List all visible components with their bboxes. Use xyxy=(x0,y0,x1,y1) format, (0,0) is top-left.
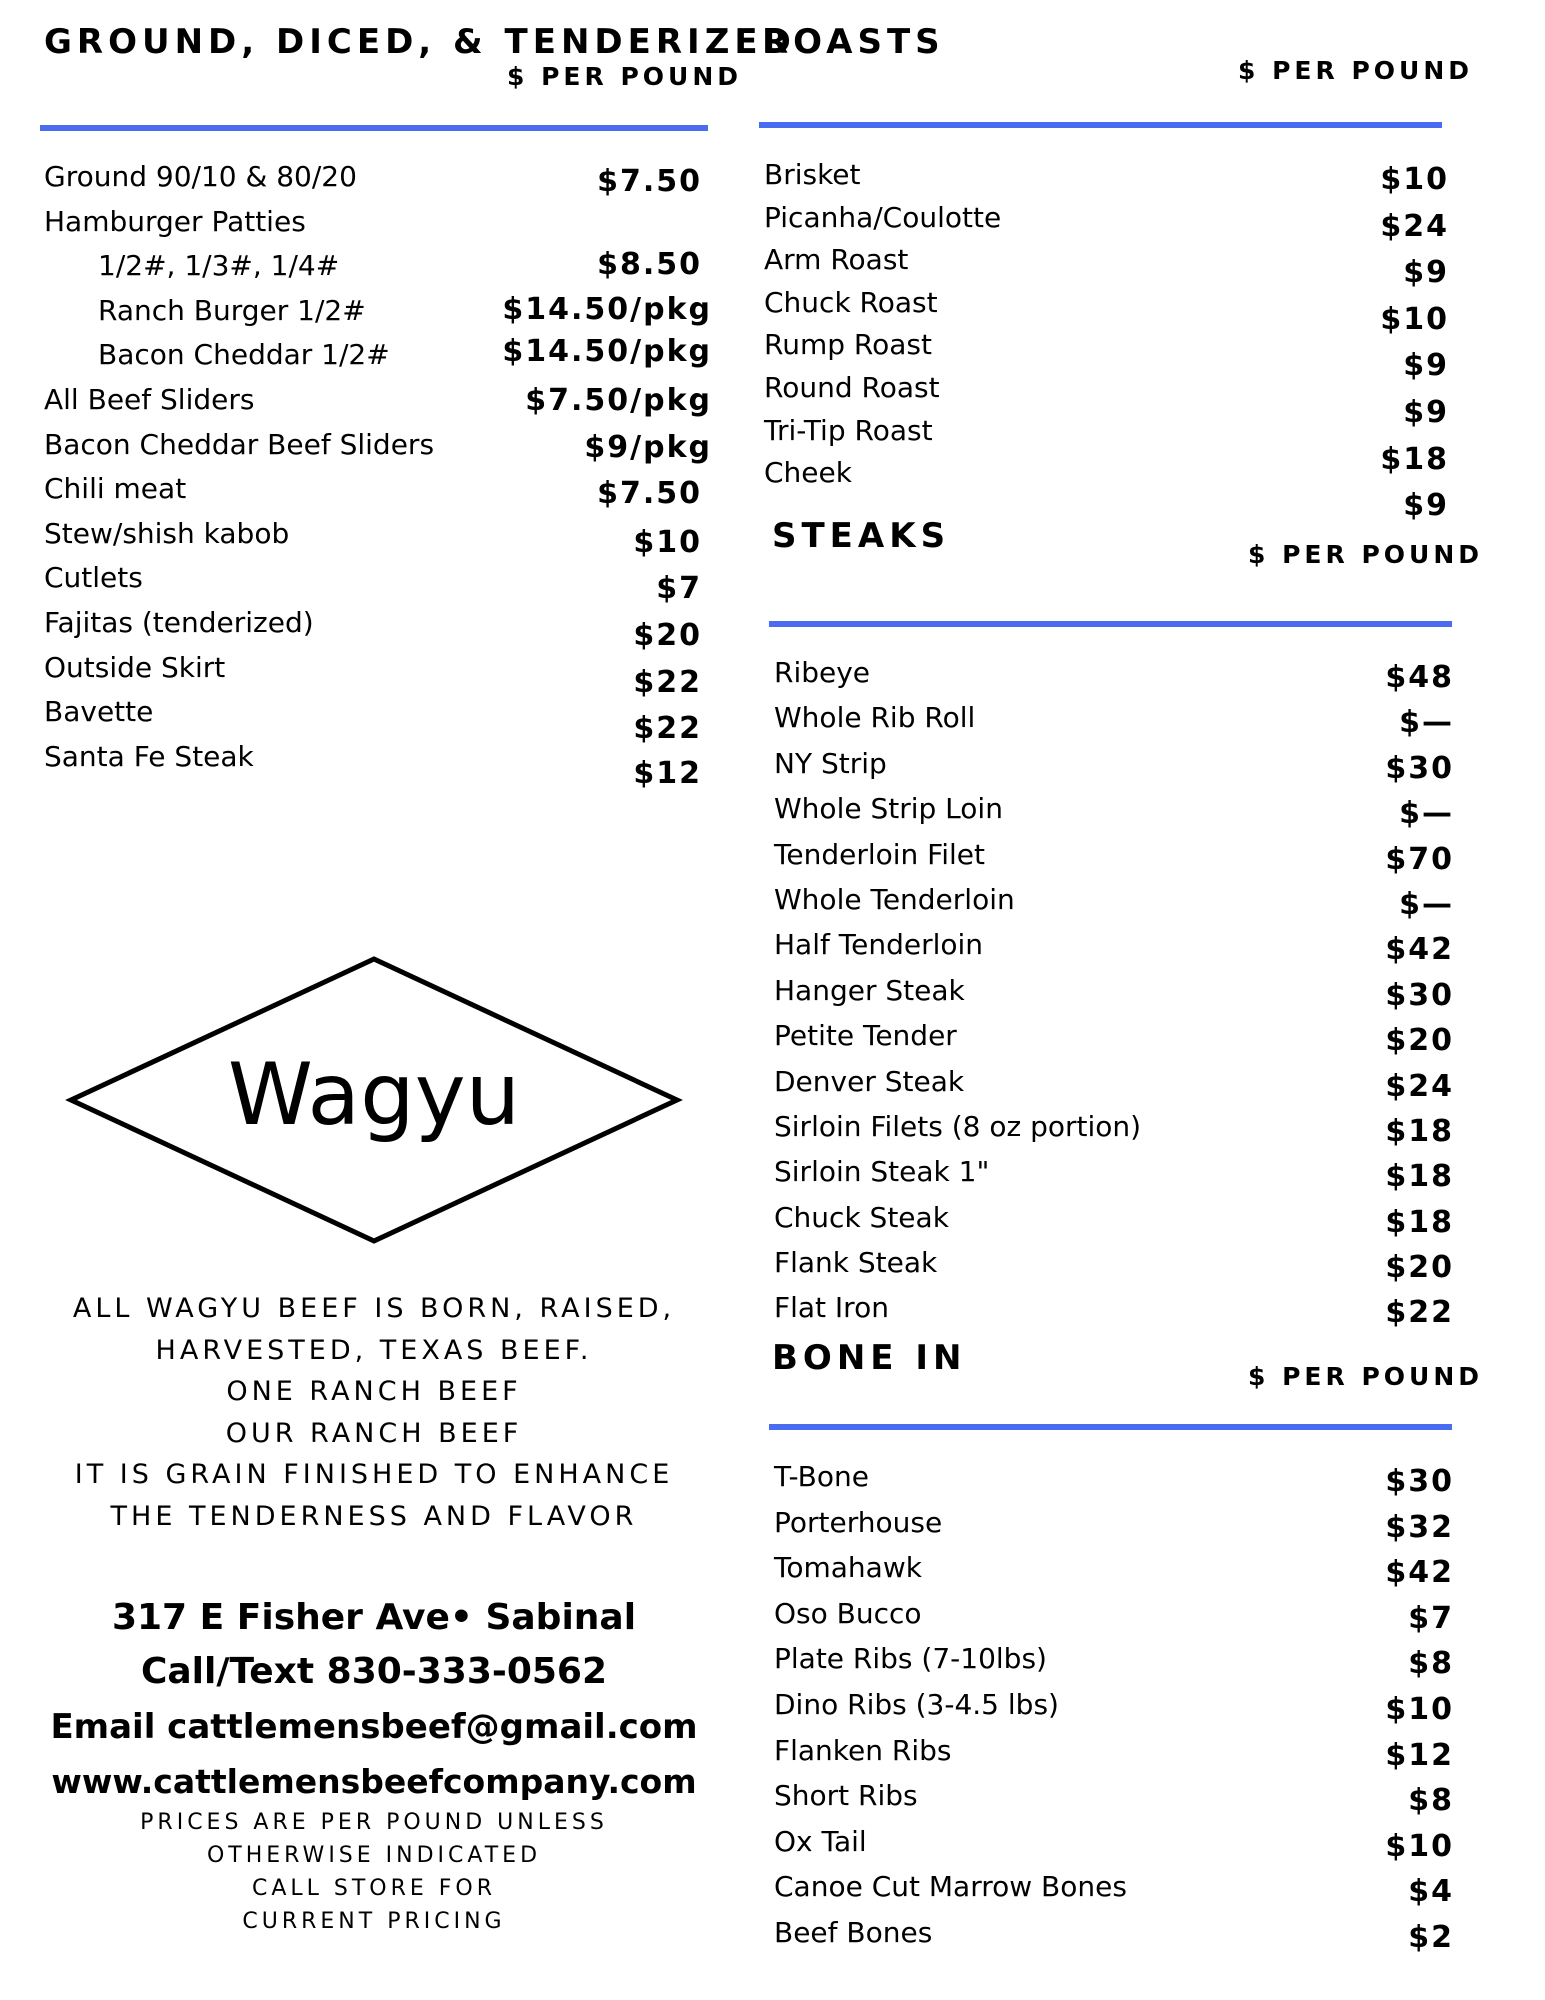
item-name: Stew/shish kabob xyxy=(44,516,290,550)
item-name: Flat Iron xyxy=(774,1291,889,1325)
list-item xyxy=(774,1870,1454,1916)
item-price: $7.50 xyxy=(597,476,702,512)
item-price: $22 xyxy=(633,664,702,700)
item-name: Bacon Cheddar 1/2# xyxy=(98,338,390,372)
item-name: Ribeye xyxy=(774,656,871,689)
item-name: Petite Tender xyxy=(774,1019,957,1053)
item-price: $4 xyxy=(1408,1874,1454,1910)
list-item xyxy=(774,1201,1454,1246)
item-name: T-Bone xyxy=(774,1460,869,1493)
disclaimer-line: CALL STORE FOR xyxy=(251,1876,497,1901)
ground-section-title: GROUND, DICED, & TENDERIZED xyxy=(44,22,796,62)
roasts-items-list xyxy=(764,158,1449,524)
list-item xyxy=(774,928,1454,973)
item-name: 1/2#, 1/3#, 1/4# xyxy=(98,249,340,283)
list-item xyxy=(774,1734,1454,1780)
list-item xyxy=(774,1916,1454,1962)
list-item xyxy=(44,561,712,606)
pricing-disclaimer xyxy=(40,1806,708,1938)
item-price: $10 xyxy=(1385,1828,1454,1864)
steaks-section-title: STEAKS xyxy=(772,516,951,556)
note-line: ALL WAGYU BEEF IS BORN, RAISED, xyxy=(72,1293,676,1324)
roasts-section-title: ROASTS xyxy=(762,22,945,62)
item-price: $9/pkg xyxy=(584,429,712,465)
item-name: Sirloin Filets (8 oz portion) xyxy=(774,1109,1142,1143)
item-price: $10 xyxy=(1380,301,1449,337)
item-name: Whole Rib Roll xyxy=(774,701,976,735)
steaks-items-list xyxy=(774,656,1454,1337)
item-name: Hamburger Patties xyxy=(44,204,306,238)
list-item xyxy=(774,1688,1454,1734)
item-price: $18 xyxy=(1385,1159,1454,1195)
item-price: $14.50/pkg xyxy=(502,334,712,370)
ground-per-pound-label: $ PER POUND xyxy=(507,62,743,91)
item-price: $9 xyxy=(1403,394,1449,430)
item-price: $7 xyxy=(1408,1600,1454,1636)
list-item xyxy=(44,606,712,651)
item-name: Ranch Burger 1/2# xyxy=(98,293,366,327)
item-price: $48 xyxy=(1385,660,1454,695)
item-price: $8 xyxy=(1408,1646,1454,1682)
item-name: Tri-Tip Roast xyxy=(764,413,933,447)
item-name: Round Roast xyxy=(764,370,940,404)
item-price: $10 xyxy=(1380,162,1449,197)
bone-in-section-title: BONE IN xyxy=(772,1338,967,1378)
list-item xyxy=(44,650,712,700)
item-name: Brisket xyxy=(764,158,861,191)
store-email[interactable]: Email cattlemensbeef@gmail.com xyxy=(50,1707,698,1747)
item-price: $14.50/pkg xyxy=(502,291,712,327)
list-item xyxy=(44,205,712,250)
item-price: $— xyxy=(1399,886,1454,922)
item-price: $— xyxy=(1399,796,1454,832)
list-item xyxy=(44,160,712,205)
item-price: $42 xyxy=(1385,1555,1454,1591)
item-name: Beef Bones xyxy=(774,1915,933,1949)
item-name: Flanken Ribs xyxy=(774,1733,952,1767)
list-item xyxy=(774,1460,1454,1506)
disclaimer-line: PRICES ARE PER POUND UNLESS xyxy=(140,1810,608,1835)
item-name: Canoe Cut Marrow Bones xyxy=(774,1870,1127,1904)
item-price: $12 xyxy=(1385,1737,1454,1773)
steaks-divider xyxy=(769,621,1452,627)
wagyu-logo-text: Wagyu xyxy=(227,1045,521,1145)
list-item xyxy=(44,739,712,791)
item-price: $18 xyxy=(1380,441,1449,477)
item-price: $8 xyxy=(1408,1783,1454,1819)
item-price: $42 xyxy=(1385,932,1454,968)
item-price: $18 xyxy=(1385,1113,1454,1149)
item-price: $— xyxy=(1399,705,1454,741)
item-price: $18 xyxy=(1385,1204,1454,1240)
store-website[interactable]: www.cattlemensbeefcompany.com xyxy=(51,1762,697,1801)
item-price: $32 xyxy=(1385,1509,1454,1545)
ground-divider xyxy=(40,125,708,131)
item-name: Plate Ribs (7-10lbs) xyxy=(774,1642,1047,1676)
wagyu-notes xyxy=(40,1288,708,1537)
list-item xyxy=(774,1291,1454,1336)
roasts-per-pound-label: $ PER POUND xyxy=(1238,56,1474,85)
list-item xyxy=(774,1110,1454,1155)
note-line: IT IS GRAIN FINISHED TO ENHANCE xyxy=(74,1459,674,1490)
item-name: Tomahawk xyxy=(774,1551,922,1585)
list-item xyxy=(774,1779,1454,1825)
item-price: $22 xyxy=(1385,1295,1454,1331)
item-price: $12 xyxy=(633,755,702,791)
steaks-per-pound-label: $ PER POUND xyxy=(1248,540,1484,569)
list-item xyxy=(774,1019,1454,1064)
list-item xyxy=(764,200,1449,248)
item-name: Porterhouse xyxy=(774,1505,943,1539)
item-name: Sirloin Steak 1" xyxy=(774,1155,990,1189)
item-price: $7.50/pkg xyxy=(525,382,712,418)
bone-in-items-list xyxy=(774,1460,1454,1962)
note-line: THE TENDERNESS AND FLAVOR xyxy=(110,1500,638,1532)
item-price: $10 xyxy=(633,524,702,560)
note-line: ONE RANCH BEEF xyxy=(226,1376,522,1407)
list-item xyxy=(44,383,712,428)
list-item xyxy=(774,883,1454,928)
item-name: Half Tenderloin xyxy=(774,928,984,962)
item-price: $8.50 xyxy=(597,247,702,283)
item-price: $24 xyxy=(1380,208,1449,244)
item-name: Bacon Cheddar Beef Sliders xyxy=(44,427,435,461)
item-name: Fajitas (tenderized) xyxy=(44,605,314,639)
bone-in-divider xyxy=(769,1424,1452,1430)
bone-in-per-pound-label: $ PER POUND xyxy=(1248,1362,1484,1391)
item-name: Picanha/Coulotte xyxy=(764,200,1002,234)
item-price: $30 xyxy=(1385,750,1454,786)
disclaimer-line: CURRENT PRICING xyxy=(242,1909,506,1934)
list-item xyxy=(774,1065,1454,1110)
item-price: $10 xyxy=(1385,1691,1454,1727)
item-price: $9 xyxy=(1403,255,1449,291)
list-item xyxy=(44,428,712,473)
note-line: OUR RANCH BEEF xyxy=(225,1417,523,1449)
item-name: Ground 90/10 & 80/20 xyxy=(44,160,357,193)
item-name: Ox Tail xyxy=(774,1824,867,1858)
item-name: Whole Strip Loin xyxy=(774,792,1003,826)
item-name: Short Ribs xyxy=(774,1779,918,1813)
item-name: Denver Steak xyxy=(774,1064,965,1098)
item-name: Outside Skirt xyxy=(44,650,226,684)
list-item xyxy=(774,1246,1454,1291)
item-price: $22 xyxy=(633,711,702,747)
item-price: $24 xyxy=(1385,1068,1454,1104)
item-name: Oso Bucco xyxy=(774,1596,922,1630)
item-name: Chuck Steak xyxy=(774,1200,949,1234)
list-item xyxy=(774,1642,1454,1688)
disclaimer-line: OTHERWISE INDICATED xyxy=(206,1843,542,1868)
item-price: $20 xyxy=(1385,1023,1454,1059)
ground-items-list xyxy=(44,160,712,791)
item-name: Chili meat xyxy=(44,472,187,506)
item-price: $20 xyxy=(1385,1250,1454,1286)
store-address: 317 E Fisher Ave• Sabinal xyxy=(111,1597,637,1638)
list-item xyxy=(764,158,1449,203)
list-item xyxy=(774,792,1454,837)
item-price: $30 xyxy=(1385,1464,1454,1499)
item-name: Rump Roast xyxy=(764,328,932,362)
item-name: Cutlets xyxy=(44,561,143,595)
item-price: $7 xyxy=(656,571,702,607)
list-item xyxy=(774,838,1454,883)
list-item xyxy=(774,1155,1454,1200)
list-item xyxy=(44,334,712,383)
item-name: Arm Roast xyxy=(764,243,909,277)
item-price: $9 xyxy=(1403,348,1449,384)
list-item xyxy=(774,701,1454,746)
item-name: Chuck Roast xyxy=(764,285,938,319)
item-name: Whole Tenderloin xyxy=(774,882,1015,916)
item-price: $2 xyxy=(1408,1919,1454,1955)
item-name: Bavette xyxy=(44,695,154,729)
list-item xyxy=(44,517,712,562)
roasts-divider xyxy=(759,122,1442,128)
item-name: NY Strip xyxy=(774,746,887,780)
item-name: Cheek xyxy=(764,456,852,490)
item-price: $7.50 xyxy=(597,164,702,199)
list-item xyxy=(44,249,712,294)
item-name: Hanger Steak xyxy=(774,973,965,1007)
list-item xyxy=(774,1825,1454,1871)
note-line: HARVESTED, TEXAS BEEF. xyxy=(155,1334,593,1366)
list-item xyxy=(774,1551,1454,1597)
item-name: Santa Fe Steak xyxy=(44,739,254,773)
store-phone[interactable]: Call/Text 830-333-0562 xyxy=(140,1651,608,1692)
item-name: All Beef Sliders xyxy=(44,382,255,416)
list-item xyxy=(774,974,1454,1019)
list-item xyxy=(774,1597,1454,1643)
list-item xyxy=(44,472,712,517)
item-price: $9 xyxy=(1403,488,1449,524)
list-item xyxy=(44,695,712,747)
item-name: Tenderloin Filet xyxy=(774,837,985,871)
item-price: $20 xyxy=(633,617,702,653)
list-item xyxy=(774,747,1454,792)
list-item xyxy=(774,1506,1454,1552)
item-name: Dino Ribs (3-4.5 lbs) xyxy=(774,1687,1059,1721)
item-name: Flank Steak xyxy=(774,1246,938,1280)
list-item xyxy=(774,656,1454,701)
item-price: $30 xyxy=(1385,977,1454,1013)
list-item xyxy=(44,291,712,339)
item-price: $70 xyxy=(1385,841,1454,877)
